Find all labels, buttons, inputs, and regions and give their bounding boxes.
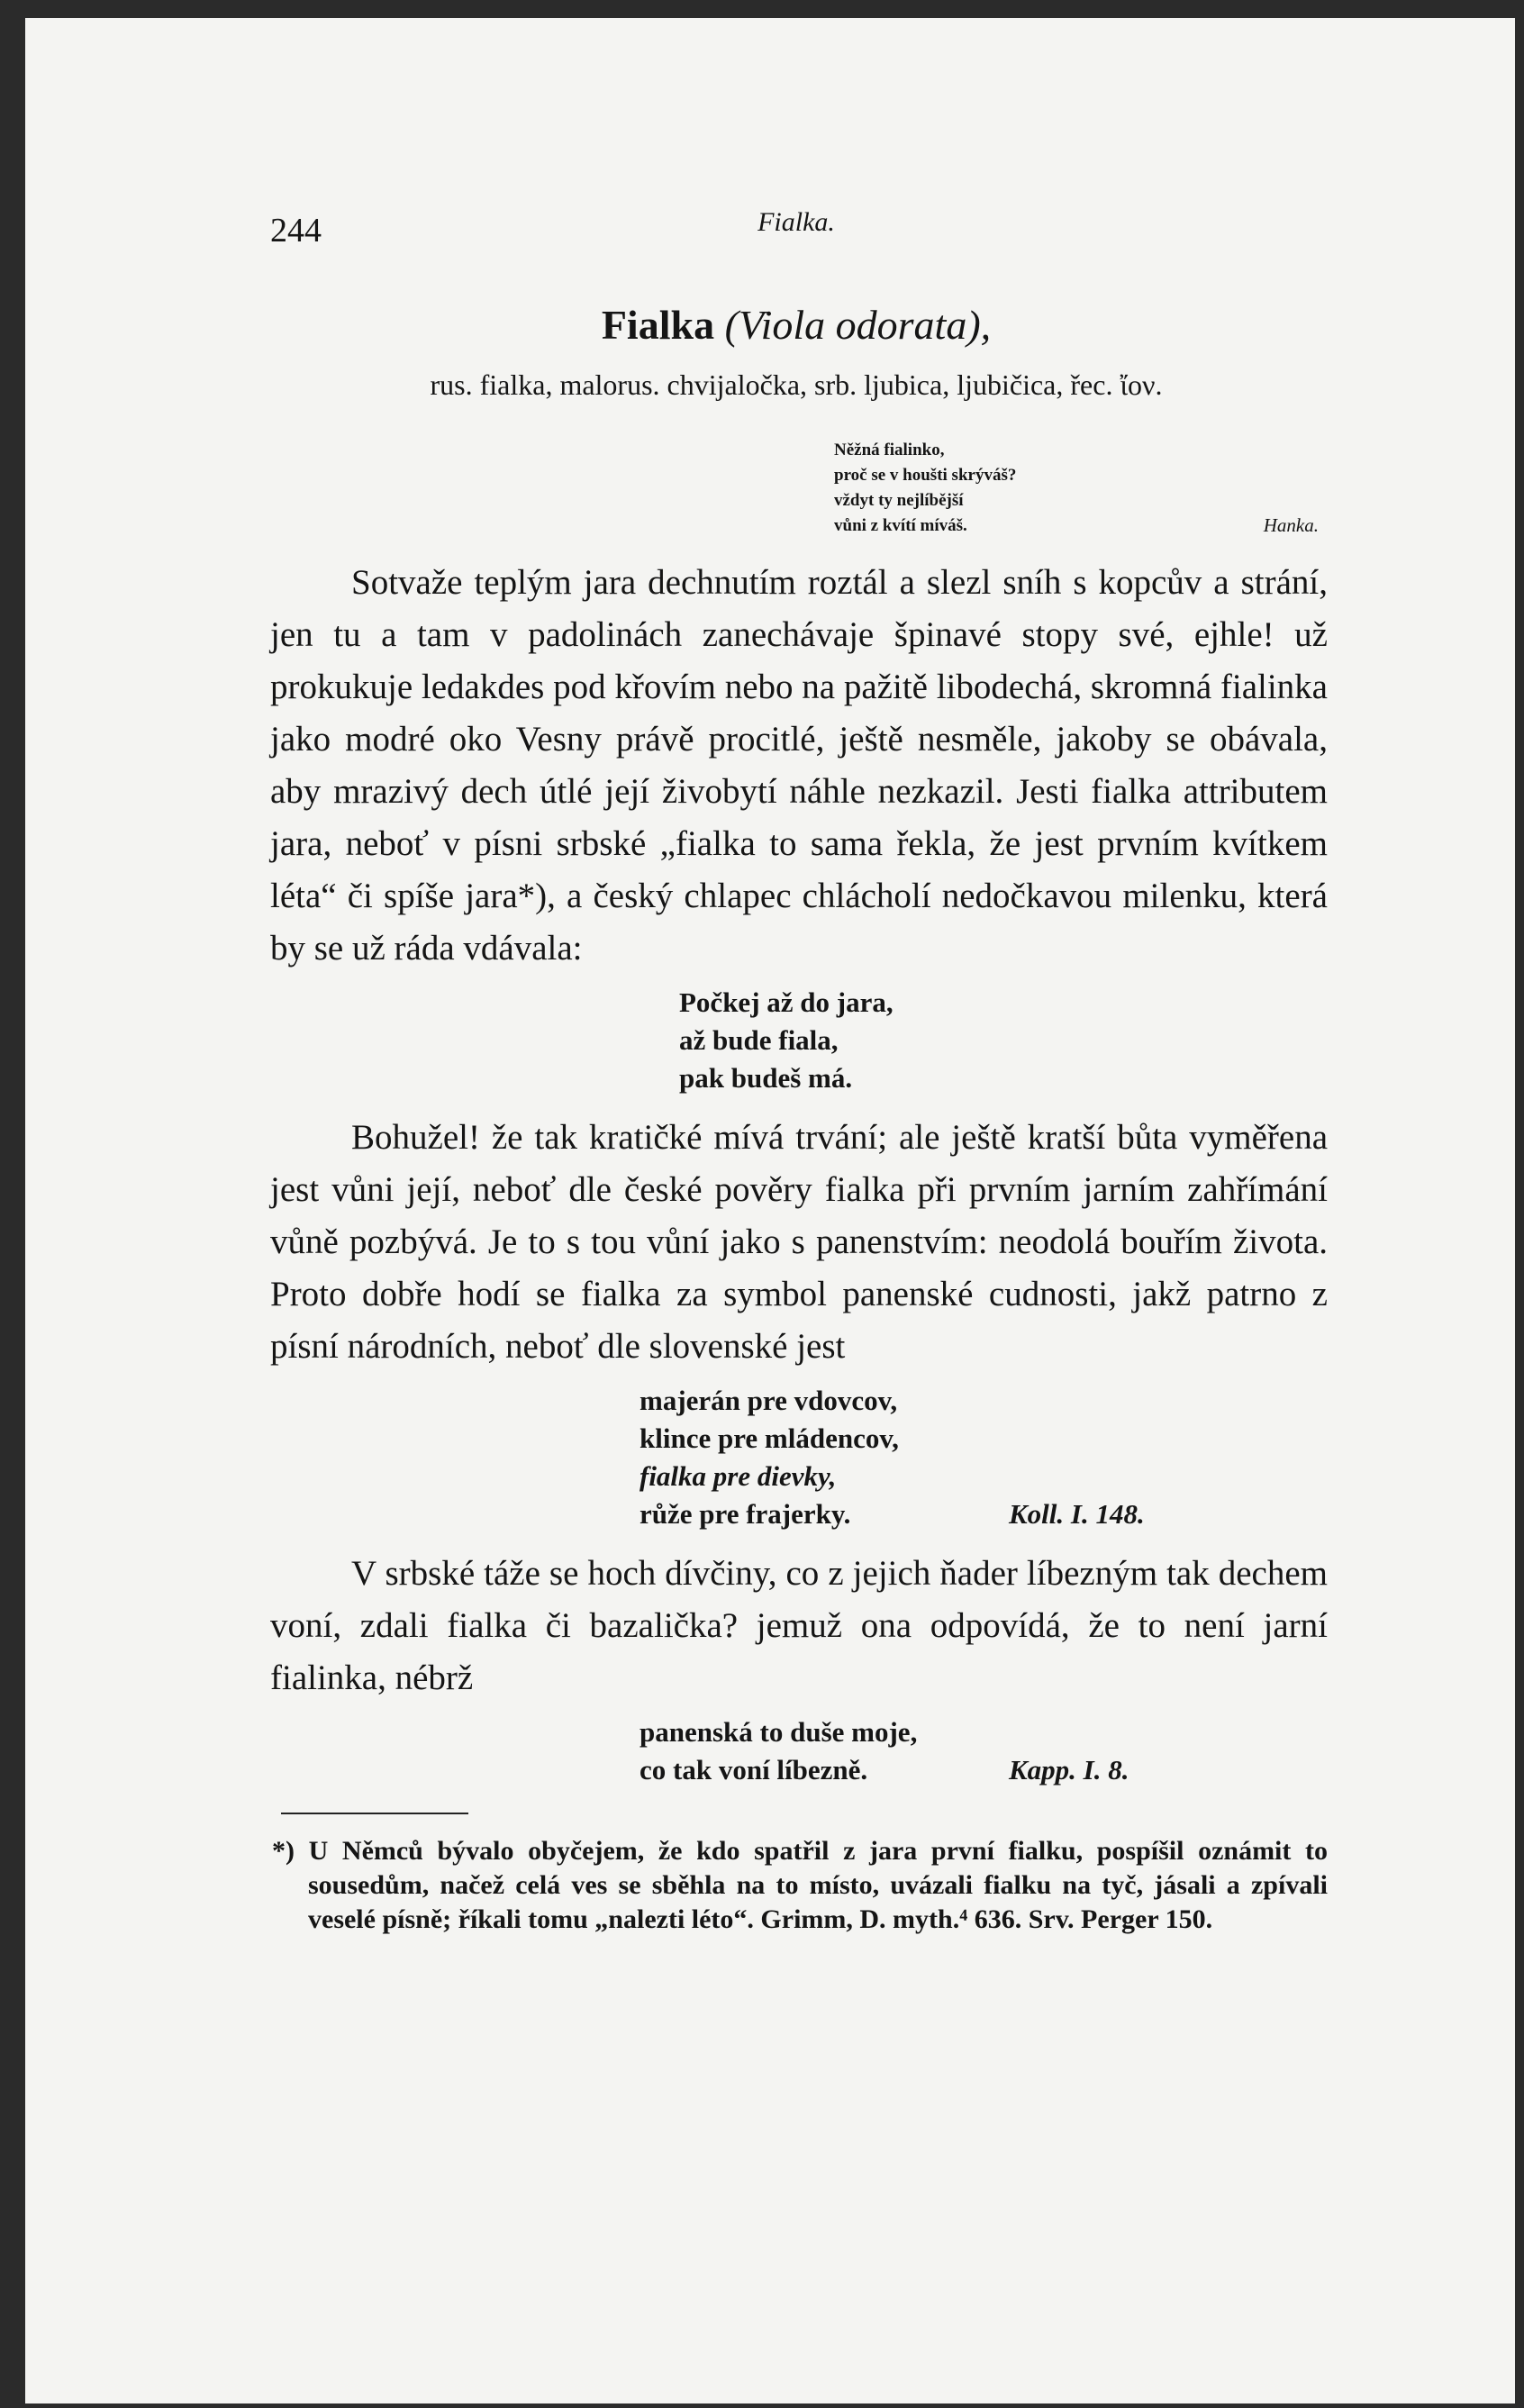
page-content (247, 195, 1346, 1937)
verse-line: panenská to duše moje, (640, 1716, 918, 1748)
paragraph-1: Sotvaže teplým jara dechnutím roztál a slezl sníh s kopcův a strání, jen tu a tam v padolinách zanechávaje špinavé stopy své, ejhle! už prokukuje ledakdes pod křovím nebo na pažitě libodechá, skromná fialinka jako modré oko Vesny právě procitlé, ještě nesměle, jakoby se obávala, aby mrazivý dech útlé její živobytí náhle nezkazil. Jesti fialka attributem jara, neboť v písni srbské „fialka to sama řekla, že jest prvním kvítkem léta“ či spíše jara*), a český chlapec chlácholí nedočkavou milenku, která by se už ráda vdávala: (270, 563, 1328, 968)
verse-line: pak budeš má. (679, 1062, 853, 1094)
title-latin: (Viola odorata), (724, 302, 992, 348)
page-number: 244 (270, 212, 322, 250)
verse-line: majerán pre vdovcov, (640, 1385, 898, 1416)
chapter-title (247, 301, 1346, 349)
verse-line-with-ref (640, 1495, 1328, 1533)
verse-line: růže pre frajerky. (640, 1498, 851, 1530)
verse-line: klince pre mládencov, (640, 1422, 899, 1454)
verse-1 (270, 984, 1328, 1097)
verse-3 (270, 1713, 1328, 1789)
verse-line: až bude fiala, (679, 1024, 839, 1056)
verse-line: Počkej až do jara, (679, 986, 894, 1018)
footnote-rule (281, 1813, 468, 1814)
motto-line: Něžná fialinko, (834, 441, 945, 459)
verse-2-reference: Koll. I. 148. (1009, 1498, 1145, 1530)
paragraph-3: V srbské táže se hoch dívčiny, co z jejich ňader líbezným tak dechem voní, zdali fialka či bazalička? jemuž ona odpovídá, že to není jarní fialinka, nébrž (270, 1554, 1328, 1697)
title-main: Fialka (601, 302, 715, 348)
body-text (247, 557, 1346, 1789)
motto-author: Hanka. (1263, 514, 1319, 536)
names-line: rus. fialka, malorus. chvijaločka, srb. ljubica, ljubičica, řec. ἴον. (430, 368, 1163, 401)
verse-line: co tak voní líbezně. (640, 1754, 868, 1786)
paragraph-2: Bohužel! že tak kratičké mívá trvání; ale ještě kratší bůta vyměřena jest vůni její, neboť dle české pověry fialka při prvním jarním zahřímání vůně pozbývá. Je to s tou vůní jako s panenstvím: neodolá bouřím života. Proto dobře hodí se fialka za symbol panenské cudnosti, jakž patrno z písní národních, neboť dle slovenské jest (270, 1118, 1328, 1366)
motto-line: vůni z kvítí míváš. (834, 516, 967, 535)
verse-2 (270, 1382, 1328, 1533)
page-sheet (25, 18, 1515, 2403)
motto-line: vždyt ty nejlíbější (834, 491, 964, 510)
running-title: Fialka. (757, 207, 835, 237)
footnote: *) U Němců bývalo obyčejem, že kdo spatřil z jara první fialku, pospíšil oznámit to sousedům, načež celá ves se sběhla na to místo, uvázali fialku na tyč, jásali a zpívali veselé písně; říkali tomu „nalezti léto“. Grimm, D. myth.⁴ 636. Srv. Perger 150. (272, 1836, 1328, 1934)
verse-line: fialka pre dievky, (640, 1460, 837, 1492)
motto-line: proč se v houšti skrýváš? (834, 466, 1017, 485)
running-header (247, 195, 1346, 249)
motto (247, 438, 1346, 539)
verse-line-with-ref (640, 1751, 1328, 1789)
verse-3-reference: Kapp. I. 8. (1009, 1754, 1129, 1786)
